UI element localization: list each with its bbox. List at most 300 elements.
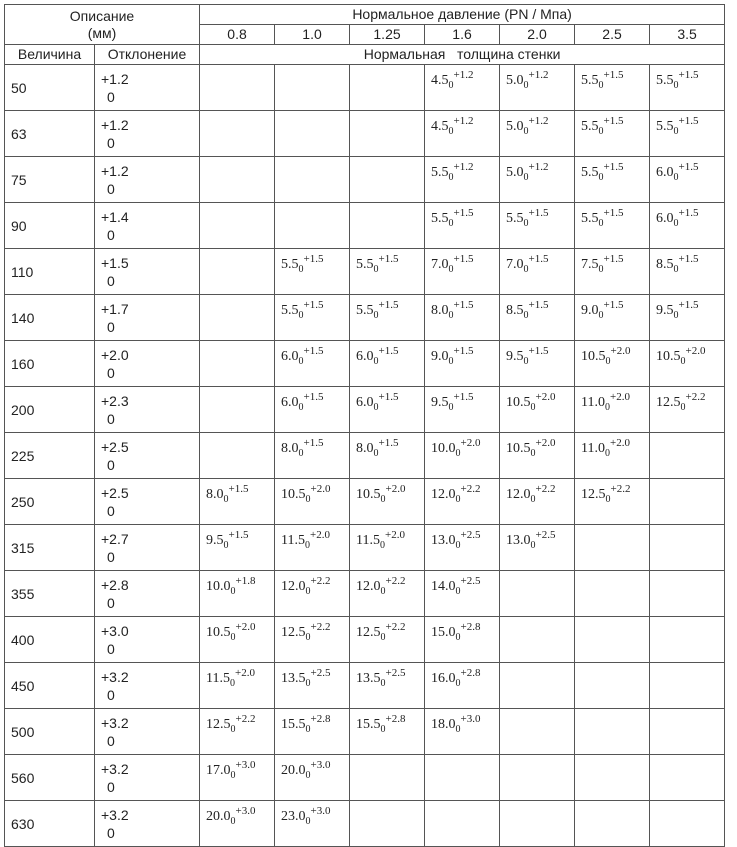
thickness-cell [500, 295, 575, 341]
thickness-cell [275, 341, 350, 387]
tolerance-upper: +2.0 [610, 345, 631, 357]
tolerance-upper: +2.2 [610, 483, 631, 495]
thickness-cell [200, 433, 275, 479]
tolerance-lower: 0 [455, 494, 461, 505]
tolerance-lower: 0 [680, 356, 686, 367]
pressure-header: Нормальное давление (PN / Мпа) [200, 5, 725, 25]
tolerance-upper: +1.5 [528, 253, 549, 265]
thickness-cell [350, 617, 425, 663]
thickness-value: 13.5 [356, 671, 381, 686]
deviation-cell [95, 65, 200, 111]
tolerance-lower: 0 [605, 448, 610, 459]
thickness-value: 9.5 [656, 303, 674, 318]
thickness-cell [275, 249, 350, 295]
thickness-cell [200, 249, 275, 295]
thickness-value: 7.0 [431, 257, 449, 272]
thickness-cell [575, 111, 650, 157]
thickness-cell [575, 571, 650, 617]
size-cell: 200 [5, 387, 95, 433]
thickness-cell [650, 203, 725, 249]
tolerance-upper: +1.2 [528, 115, 549, 127]
thickness-value: 12.0 [506, 487, 531, 502]
tolerance-lower: 0 [448, 356, 454, 367]
thickness-cell [500, 433, 575, 479]
tolerance-upper: +1.5 [603, 115, 624, 127]
deviation-plus: +1.2 [101, 162, 129, 179]
table-row [5, 249, 725, 295]
tolerance-upper: +1.5 [453, 207, 474, 219]
tolerance-lower: 0 [305, 540, 310, 551]
thickness-value: 8.5 [656, 257, 674, 272]
tolerance-lower: 0 [298, 356, 304, 367]
deviation-cell [95, 755, 200, 801]
tolerance-lower: 0 [455, 632, 461, 643]
tolerance-upper: +2.0 [310, 529, 330, 541]
tolerance-lower: 0 [448, 172, 454, 183]
tolerance-upper: +2.8 [460, 621, 481, 633]
tolerance-upper: +2.0 [610, 437, 630, 449]
deviation-minus: 0 [107, 778, 115, 795]
thickness-value: 10.5 [581, 349, 606, 364]
deviation-plus: +1.2 [101, 70, 129, 87]
deviation-plus: +1.7 [101, 300, 129, 317]
thickness-cell [575, 525, 650, 571]
thickness-value: 9.5 [431, 395, 449, 410]
tolerance-upper: +1.5 [303, 437, 324, 449]
thickness-value: 14.0 [431, 579, 456, 594]
tolerance-upper: +1.5 [603, 299, 624, 311]
thickness-value: 15.0 [431, 625, 456, 640]
thickness-value: 5.5 [581, 119, 599, 134]
wall-thickness-table [4, 4, 725, 847]
thickness-cell [350, 65, 425, 111]
thickness-cell [350, 111, 425, 157]
thickness-value: 12.0 [281, 579, 306, 594]
tolerance-lower: 0 [373, 310, 379, 321]
thickness-cell [575, 203, 650, 249]
tolerance-upper: +2.5 [535, 529, 556, 541]
deviation-cell [95, 387, 200, 433]
thickness-value: 6.0 [656, 165, 674, 180]
tolerance-lower: 0 [448, 126, 454, 137]
thickness-cell [275, 111, 350, 157]
tolerance-upper: +1.5 [378, 345, 399, 357]
tolerance-lower: 0 [448, 402, 454, 413]
tolerance-upper: +2.5 [385, 667, 406, 679]
thickness-value: 12.5 [581, 487, 606, 502]
thickness-cell [275, 295, 350, 341]
thickness-value: 5.0 [506, 165, 524, 180]
thickness-value: 5.5 [431, 211, 449, 226]
thickness-cell [575, 387, 650, 433]
thickness-value: 5.5 [581, 211, 599, 226]
thickness-cell [275, 157, 350, 203]
tolerance-upper: +1.5 [378, 437, 399, 449]
thickness-value: 8.0 [356, 441, 374, 456]
thickness-cell [500, 709, 575, 755]
thickness-cell [350, 571, 425, 617]
thickness-cell [200, 111, 275, 157]
tolerance-lower: 0 [305, 586, 311, 597]
size-cell: 140 [5, 295, 95, 341]
pressure-value: 1.0 [275, 25, 350, 45]
tolerance-upper: +1.5 [228, 529, 249, 541]
tolerance-lower: 0 [598, 310, 604, 321]
deviation-plus: +2.3 [101, 392, 129, 409]
thickness-value: 12.5 [356, 625, 381, 640]
tolerance-upper: +1.8 [235, 575, 256, 587]
deviation-minus: 0 [107, 410, 115, 427]
size-cell: 63 [5, 111, 95, 157]
tolerance-lower: 0 [298, 448, 304, 459]
description-label: Описание [69, 7, 135, 24]
tolerance-lower: 0 [523, 356, 529, 367]
thickness-cell [650, 479, 725, 525]
thickness-value: 9.0 [581, 303, 599, 318]
tolerance-upper: +1.5 [678, 161, 699, 173]
thickness-cell [650, 341, 725, 387]
thickness-cell [425, 663, 500, 709]
deviation-plus: +3.2 [101, 668, 129, 685]
tolerance-upper: +1.5 [378, 299, 399, 311]
tolerance-lower: 0 [523, 264, 529, 275]
thickness-cell [575, 755, 650, 801]
tolerance-upper: +1.5 [603, 207, 624, 219]
pressure-value: 2.5 [575, 25, 650, 45]
deviation-minus: 0 [107, 824, 115, 841]
tolerance-lower: 0 [455, 540, 461, 551]
tolerance-upper: +3.0 [460, 713, 481, 725]
table-row [5, 801, 725, 847]
size-cell: 560 [5, 755, 95, 801]
tolerance-lower: 0 [373, 264, 379, 275]
tolerance-upper: +1.5 [678, 115, 699, 127]
thickness-cell [425, 341, 500, 387]
tolerance-lower: 0 [448, 218, 454, 229]
deviation-cell [95, 571, 200, 617]
tolerance-upper: +2.2 [685, 391, 706, 403]
deviation-minus: 0 [107, 88, 115, 105]
size-cell: 500 [5, 709, 95, 755]
tolerance-lower: 0 [455, 586, 461, 597]
tolerance-lower: 0 [223, 540, 229, 551]
thickness-cell [650, 801, 725, 847]
tolerance-upper: +1.5 [378, 391, 399, 403]
tolerance-upper: +1.5 [678, 253, 699, 265]
tolerance-lower: 0 [305, 632, 311, 643]
tolerance-upper: +2.2 [310, 575, 331, 587]
thickness-cell [650, 111, 725, 157]
tolerance-upper: +1.5 [228, 483, 249, 495]
tolerance-upper: +1.5 [453, 253, 474, 265]
tolerance-upper: +1.5 [528, 207, 549, 219]
thickness-value: 12.0 [431, 487, 456, 502]
deviation-plus: +2.5 [101, 438, 129, 455]
thickness-value: 5.5 [431, 165, 449, 180]
size-cell: 450 [5, 663, 95, 709]
thickness-value: 23.0 [281, 809, 306, 824]
thickness-cell [500, 157, 575, 203]
tolerance-lower: 0 [455, 448, 461, 459]
thickness-cell [200, 525, 275, 571]
tolerance-upper: +2.8 [460, 667, 481, 679]
deviation-minus: 0 [107, 364, 115, 381]
tolerance-lower: 0 [605, 402, 610, 413]
deviation-cell [95, 249, 200, 295]
deviation-cell [95, 157, 200, 203]
table-row [5, 479, 725, 525]
tolerance-upper: +2.0 [685, 345, 706, 357]
deviation-plus: +1.5 [101, 254, 129, 271]
thickness-cell [575, 709, 650, 755]
thickness-cell [200, 479, 275, 525]
thickness-value: 5.5 [656, 73, 674, 88]
table-row [5, 295, 725, 341]
deviation-minus: 0 [107, 548, 115, 565]
thickness-cell [575, 479, 650, 525]
tolerance-lower: 0 [380, 540, 385, 551]
deviation-minus: 0 [107, 686, 115, 703]
deviation-plus: +3.0 [101, 622, 129, 639]
thickness-cell [275, 801, 350, 847]
tolerance-lower: 0 [448, 264, 454, 275]
thickness-cell [425, 203, 500, 249]
thickness-cell [275, 571, 350, 617]
tolerance-lower: 0 [373, 448, 379, 459]
size-cell: 90 [5, 203, 95, 249]
tolerance-upper: +1.5 [378, 253, 399, 265]
table-row [5, 571, 725, 617]
thickness-value: 11.0 [581, 441, 605, 456]
size-cell: 50 [5, 65, 95, 111]
thickness-value: 10.5 [281, 487, 306, 502]
thickness-value: 12.5 [281, 625, 306, 640]
thickness-value: 5.0 [506, 119, 524, 134]
thickness-cell [350, 203, 425, 249]
tolerance-upper: +1.5 [453, 391, 474, 403]
thickness-cell [650, 65, 725, 111]
tolerance-upper: +1.5 [303, 391, 324, 403]
tolerance-upper: +2.8 [310, 713, 331, 725]
tolerance-upper: +1.5 [603, 161, 624, 173]
deviation-minus: 0 [107, 180, 115, 197]
tolerance-lower: 0 [673, 80, 679, 91]
thickness-cell [425, 433, 500, 479]
thickness-cell [500, 387, 575, 433]
thickness-value: 11.0 [581, 395, 605, 410]
tolerance-lower: 0 [530, 448, 536, 459]
table-row [5, 387, 725, 433]
thickness-cell [650, 755, 725, 801]
thickness-value: 9.5 [206, 533, 224, 548]
deviation-minus: 0 [107, 134, 115, 151]
deviation-minus: 0 [107, 456, 115, 473]
tolerance-upper: +3.0 [235, 805, 256, 817]
thickness-cell [500, 479, 575, 525]
thickness-cell [425, 479, 500, 525]
table-body [5, 65, 725, 847]
tolerance-upper: +3.0 [310, 805, 331, 817]
tolerance-upper: +1.2 [453, 115, 474, 127]
thickness-value: 7.0 [506, 257, 524, 272]
deviation-cell [95, 709, 200, 755]
thickness-cell [500, 341, 575, 387]
thickness-cell [575, 157, 650, 203]
tolerance-upper: +1.2 [453, 161, 474, 173]
size-cell: 315 [5, 525, 95, 571]
thickness-cell [200, 801, 275, 847]
tolerance-upper: +2.5 [460, 575, 481, 587]
size-cell: 225 [5, 433, 95, 479]
tolerance-lower: 0 [230, 816, 236, 827]
thickness-value: 5.0 [506, 73, 524, 88]
thickness-value: 9.0 [431, 349, 449, 364]
tolerance-upper: +2.0 [310, 483, 331, 495]
thickness-cell [650, 157, 725, 203]
tolerance-lower: 0 [673, 126, 679, 137]
tolerance-upper: +1.2 [528, 161, 549, 173]
tolerance-lower: 0 [598, 172, 604, 183]
thickness-cell [200, 663, 275, 709]
table-row [5, 663, 725, 709]
table-row [5, 203, 725, 249]
thickness-value: 5.5 [581, 165, 599, 180]
thickness-value: 5.5 [281, 303, 299, 318]
thickness-cell [275, 203, 350, 249]
thickness-cell [200, 341, 275, 387]
size-cell: 355 [5, 571, 95, 617]
thickness-value: 10.0 [206, 579, 231, 594]
thickness-cell [350, 295, 425, 341]
tolerance-lower: 0 [305, 816, 311, 827]
description-header [5, 5, 200, 45]
deviation-minus: 0 [107, 226, 115, 243]
thickness-value: 10.5 [506, 441, 531, 456]
thickness-value: 20.0 [206, 809, 231, 824]
tolerance-upper: +2.2 [310, 621, 331, 633]
deviation-cell [95, 341, 200, 387]
deviation-plus: +3.2 [101, 760, 129, 777]
thickness-value: 10.5 [506, 395, 531, 410]
thickness-cell [425, 249, 500, 295]
tolerance-lower: 0 [305, 494, 311, 505]
thickness-cell [350, 709, 425, 755]
thickness-value: 6.0 [656, 211, 674, 226]
size-header: Величина [5, 45, 95, 65]
tolerance-upper: +2.2 [385, 575, 406, 587]
thickness-cell [650, 617, 725, 663]
table-row [5, 433, 725, 479]
thickness-value: 8.5 [506, 303, 524, 318]
thickness-value: 4.5 [431, 119, 449, 134]
tolerance-lower: 0 [605, 356, 611, 367]
thickness-value: 13.0 [506, 533, 531, 548]
tolerance-upper: +1.5 [678, 69, 699, 81]
table-row [5, 755, 725, 801]
tolerance-lower: 0 [598, 264, 604, 275]
thickness-value: 6.0 [356, 349, 374, 364]
tolerance-lower: 0 [380, 678, 386, 689]
thickness-cell [350, 801, 425, 847]
thickness-cell [575, 617, 650, 663]
thickness-cell [275, 65, 350, 111]
thickness-cell [425, 801, 500, 847]
tolerance-lower: 0 [530, 494, 536, 505]
deviation-plus: +2.5 [101, 484, 129, 501]
tolerance-upper: +3.0 [310, 759, 331, 771]
thickness-cell [350, 249, 425, 295]
tolerance-upper: +2.2 [385, 621, 406, 633]
thickness-cell [425, 709, 500, 755]
thickness-value: 11.5 [206, 671, 230, 686]
thickness-value: 5.5 [356, 257, 374, 272]
table-row [5, 525, 725, 571]
thickness-value: 5.5 [581, 73, 599, 88]
tolerance-upper: +2.5 [460, 529, 481, 541]
thickness-value: 10.5 [656, 349, 681, 364]
tolerance-upper: +2.8 [385, 713, 406, 725]
thickness-cell [575, 663, 650, 709]
thickness-cell [200, 203, 275, 249]
tolerance-lower: 0 [455, 724, 461, 735]
thickness-cell [350, 157, 425, 203]
thickness-cell [500, 111, 575, 157]
tolerance-upper: +1.5 [303, 253, 324, 265]
deviation-cell [95, 433, 200, 479]
thickness-cell [275, 617, 350, 663]
thickness-value: 16.0 [431, 671, 456, 686]
tolerance-lower: 0 [673, 172, 679, 183]
tolerance-lower: 0 [230, 632, 236, 643]
thickness-cell [350, 387, 425, 433]
thickness-cell [200, 755, 275, 801]
thickness-cell [275, 663, 350, 709]
thickness-cell [350, 525, 425, 571]
tolerance-upper: +2.2 [535, 483, 556, 495]
tolerance-lower: 0 [530, 540, 536, 551]
tolerance-upper: +1.5 [528, 299, 549, 311]
thickness-value: 12.5 [656, 395, 681, 410]
deviation-cell [95, 525, 200, 571]
thickness-cell [650, 663, 725, 709]
thickness-cell [650, 571, 725, 617]
thickness-cell [575, 433, 650, 479]
thickness-cell [200, 571, 275, 617]
thickness-cell [350, 755, 425, 801]
thickness-cell [500, 65, 575, 111]
thickness-cell [350, 479, 425, 525]
thickness-value: 20.0 [281, 763, 306, 778]
thickness-cell [275, 755, 350, 801]
thickness-cell [425, 295, 500, 341]
thickness-cell [575, 65, 650, 111]
tolerance-lower: 0 [523, 218, 529, 229]
tolerance-lower: 0 [523, 80, 529, 91]
thickness-cell [350, 433, 425, 479]
tolerance-upper: +1.5 [603, 69, 624, 81]
thickness-value: 12.5 [206, 717, 231, 732]
table-row [5, 709, 725, 755]
tolerance-lower: 0 [605, 494, 611, 505]
thickness-value: 10.5 [356, 487, 381, 502]
thickness-value: 6.0 [281, 395, 299, 410]
deviation-plus: +3.2 [101, 806, 129, 823]
tolerance-lower: 0 [598, 80, 604, 91]
deviation-plus: +3.2 [101, 714, 129, 731]
tolerance-lower: 0 [223, 494, 229, 505]
thickness-value: 15.5 [281, 717, 306, 732]
thickness-value: 7.5 [581, 257, 599, 272]
